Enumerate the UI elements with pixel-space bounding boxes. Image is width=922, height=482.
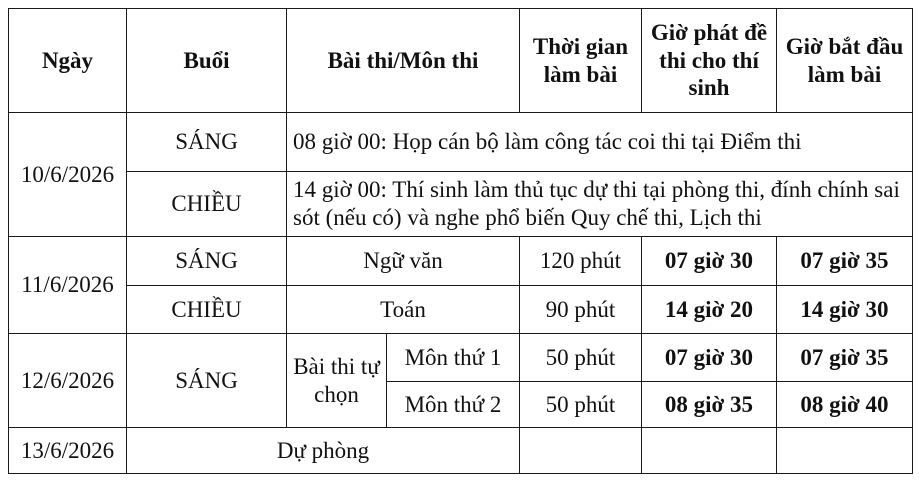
header-date: Ngày [9,9,127,113]
date-cell: 12/6/2026 [9,334,127,428]
header-duration: Thời gian làm bài [520,9,642,113]
duration-cell: 90 phút [520,286,642,334]
activity-cell: Dự phòng [127,428,520,474]
distribution-time-cell: 07 giờ 30 [642,334,777,382]
subject-cell: Môn thứ 2 [387,382,520,428]
activity-cell: 08 giờ 00: Họp cán bộ làm công tác coi thi tại Điểm thi [287,113,913,172]
session-cell: SÁNG [127,334,287,428]
duration-cell: 50 phút [520,382,642,428]
subject-cell: Toán [287,286,520,334]
table-row [9,113,913,172]
distribution-time-cell: 14 giờ 20 [642,286,777,334]
start-time-cell: 14 giờ 30 [777,286,913,334]
date-cell: 11/6/2026 [9,237,127,334]
duration-cell: 50 phút [520,334,642,382]
empty-cell [777,428,913,474]
table-header-row [9,9,913,113]
empty-cell [642,428,777,474]
session-cell: SÁNG [127,113,287,172]
exam-schedule-table [8,8,913,474]
date-cell: 10/6/2026 [9,113,127,237]
start-time-cell: 07 giờ 35 [777,334,913,382]
start-time-cell: 07 giờ 35 [777,237,913,286]
empty-cell [520,428,642,474]
header-start-time: Giờ bắt đầu làm bài [777,9,913,113]
header-session: Buổi [127,9,287,113]
subject-cell: Môn thứ 1 [387,334,520,382]
session-cell: CHIỀU [127,172,287,237]
duration-cell: 120 phút [520,237,642,286]
table-row [9,334,913,382]
elective-group-cell: Bài thi tự chọn [287,334,387,428]
table-row [9,237,913,286]
header-subject: Bài thi/Môn thi [287,9,520,113]
distribution-time-cell: 07 giờ 30 [642,237,777,286]
distribution-time-cell: 08 giờ 35 [642,382,777,428]
table-row [9,428,913,474]
header-exam-distribution: Giờ phát đề thi cho thí sinh [642,9,777,113]
table-row [9,286,913,334]
session-cell: SÁNG [127,237,287,286]
activity-cell: 14 giờ 00: Thí sinh làm thủ tục dự thi tại phòng thi, đính chính sai sót (nếu có) và nghe phổ biến Quy chế thi, Lịch thi [287,172,913,237]
date-cell: 13/6/2026 [9,428,127,474]
start-time-cell: 08 giờ 40 [777,382,913,428]
table-row [9,172,913,237]
session-cell: CHIỀU [127,286,287,334]
subject-cell: Ngữ văn [287,237,520,286]
